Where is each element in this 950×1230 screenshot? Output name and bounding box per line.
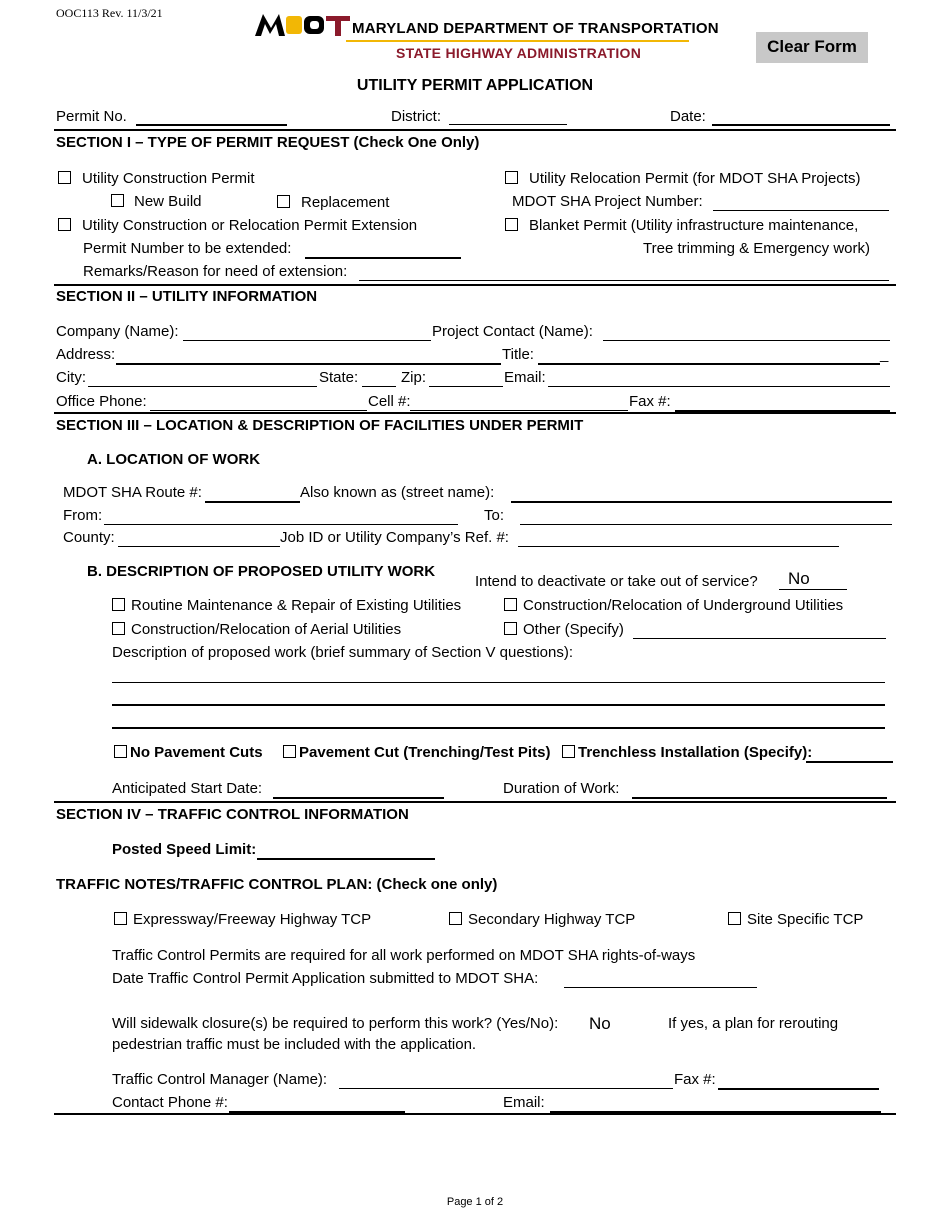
deactivate-label: Intend to deactivate or take out of service? xyxy=(475,573,758,590)
traffic-notes-title: TRAFFIC NOTES/TRAFFIC CONTROL PLAN: (Check one only) xyxy=(56,876,498,893)
aerial-option[interactable] xyxy=(112,621,401,638)
start-date-label: Anticipated Start Date: xyxy=(112,780,263,797)
description-title: B. DESCRIPTION OF PROPOSED UTILITY WORK xyxy=(87,563,436,580)
remarks-field[interactable] xyxy=(359,262,889,281)
to-label: To: xyxy=(484,507,505,524)
no-cuts-label: No Pavement Cuts xyxy=(130,744,263,761)
location-of-work-title: A. LOCATION OF WORK xyxy=(87,451,261,468)
project-contact-label: Project Contact (Name): xyxy=(432,323,593,340)
title-label: Title: xyxy=(502,346,534,363)
permit-no-label: Permit No. xyxy=(56,108,127,125)
manager-email-field[interactable] xyxy=(550,1093,881,1113)
checkbox[interactable] xyxy=(114,745,127,758)
trenchless-label: Trenchless Installation (Specify): xyxy=(578,744,813,761)
secondary-label: Secondary Highway TCP xyxy=(468,911,636,928)
cell-label: Cell #: xyxy=(368,393,411,410)
address-label: Address: xyxy=(56,346,116,363)
divider xyxy=(54,284,896,286)
city-label: City: xyxy=(56,369,86,386)
section4-title: SECTION IV – TRAFFIC CONTROL INFORMATION xyxy=(56,806,409,823)
title-trailing-underscore: _ xyxy=(880,346,889,363)
state-field[interactable] xyxy=(362,368,396,387)
email-label: Email: xyxy=(504,369,546,386)
checkbox[interactable] xyxy=(728,912,741,925)
relocation-label: Utility Relocation Permit (for MDOT SHA Projects) xyxy=(529,170,861,187)
description-line-1[interactable] xyxy=(112,682,885,683)
tcp-required-text: Traffic Control Permits are required for all work performed on MDOT SHA rights-of-ways xyxy=(112,947,696,964)
checkbox[interactable] xyxy=(449,912,462,925)
new-build-option[interactable] xyxy=(111,193,202,210)
state-label: State: xyxy=(319,369,359,386)
checkbox[interactable] xyxy=(112,622,125,635)
routine-label: Routine Maintenance & Repair of Existing Utilities xyxy=(131,597,462,614)
job-id-field[interactable] xyxy=(518,528,839,547)
pavement-cut-label: Pavement Cut (Trenching/Test Pits) xyxy=(299,744,551,761)
clear-form-button[interactable]: Clear Form xyxy=(756,32,868,63)
contact-phone-label: Contact Phone #: xyxy=(112,1094,228,1111)
remarks-label: Remarks/Reason for need of extension: xyxy=(83,263,348,280)
speed-limit-field[interactable] xyxy=(257,840,435,860)
description-line-2[interactable] xyxy=(112,704,885,706)
address-field[interactable] xyxy=(116,345,501,365)
blanket-label: Blanket Permit (Utility infrastructure maintenance, xyxy=(529,217,859,234)
divider xyxy=(54,412,896,414)
sidewalk-value[interactable]: No xyxy=(589,1014,611,1033)
checkbox[interactable] xyxy=(505,218,518,231)
manager-field[interactable] xyxy=(339,1070,673,1089)
site-specific-label: Site Specific TCP xyxy=(747,911,864,928)
district-label: District: xyxy=(391,108,441,125)
checkbox[interactable] xyxy=(277,195,290,208)
secondary-option[interactable] xyxy=(449,911,635,928)
description-line-3[interactable] xyxy=(112,727,885,729)
checkbox[interactable] xyxy=(504,598,517,611)
speed-limit-label: Posted Speed Limit: xyxy=(112,841,257,858)
extension-label: Utility Construction or Relocation Permit Extension xyxy=(82,217,418,234)
project-number-field[interactable] xyxy=(713,192,889,211)
rerouting-label: If yes, a plan for rerouting xyxy=(668,1015,839,1032)
new-build-label: New Build xyxy=(134,193,202,210)
other-field[interactable] xyxy=(633,620,886,639)
form-title: UTILITY PERMIT APPLICATION xyxy=(356,77,594,94)
email-field[interactable] xyxy=(548,368,890,387)
trenchless-field[interactable] xyxy=(806,743,893,763)
underground-label: Construction/Relocation of Underground Utilities xyxy=(523,597,844,614)
blanket-label-2: Tree trimming & Emergency work) xyxy=(643,240,870,257)
checkbox[interactable] xyxy=(505,171,518,184)
trenchless-option[interactable] xyxy=(562,744,812,761)
start-date-field[interactable] xyxy=(273,779,444,799)
description-label: Description of proposed work (brief summary of Section V questions): xyxy=(112,644,574,661)
fax-field[interactable] xyxy=(675,392,890,412)
mdot-logo xyxy=(255,12,350,38)
page-number: Page 1 of 2 xyxy=(446,1196,504,1208)
replacement-option[interactable] xyxy=(277,194,389,211)
checkbox[interactable] xyxy=(283,745,296,758)
contact-phone-field[interactable] xyxy=(229,1093,405,1113)
permit-no-field[interactable] xyxy=(136,106,287,126)
zip-field[interactable] xyxy=(429,368,503,387)
zip-label: Zip: xyxy=(401,369,427,386)
form-code: OOC113 Rev. 11/3/21 xyxy=(56,6,163,20)
county-label: County: xyxy=(63,529,115,546)
construction-permit-option[interactable] xyxy=(58,170,255,187)
no-cuts-option[interactable] xyxy=(114,744,263,761)
checkbox[interactable] xyxy=(58,218,71,231)
manager-fax-field[interactable] xyxy=(718,1070,879,1090)
section2-title: SECTION II – UTILITY INFORMATION xyxy=(56,288,318,305)
city-field[interactable] xyxy=(88,368,317,387)
expressway-option[interactable] xyxy=(114,911,371,928)
to-field[interactable] xyxy=(520,506,892,525)
deactivate-value[interactable]: No xyxy=(788,569,810,588)
title-field[interactable] xyxy=(538,345,880,365)
aerial-label: Construction/Relocation of Aerial Utilities xyxy=(131,621,402,638)
section1-title: SECTION I – TYPE OF PERMIT REQUEST (Check One Only) xyxy=(56,134,480,151)
construction-permit-label: Utility Construction Permit xyxy=(82,170,255,187)
route-label: MDOT SHA Route #: xyxy=(63,484,202,501)
duration-field[interactable] xyxy=(632,779,887,799)
fax-label: Fax #: xyxy=(629,393,671,410)
date-field[interactable] xyxy=(712,106,890,126)
district-field[interactable] xyxy=(449,106,567,125)
county-field[interactable] xyxy=(118,528,280,547)
tcp-submitted-label: Date Traffic Control Permit Application submitted to MDOT SHA: xyxy=(112,970,539,987)
mdot-logo-icon xyxy=(255,12,350,38)
checkbox[interactable] xyxy=(504,622,517,635)
job-id-label: Job ID or Utility Company’s Ref. #: xyxy=(280,529,509,546)
manager-label: Traffic Control Manager (Name): xyxy=(112,1071,328,1088)
relocation-option[interactable] xyxy=(505,170,860,187)
routine-option[interactable] xyxy=(112,597,461,614)
project-contact-field[interactable] xyxy=(603,322,890,341)
permit-to-extend-label: Permit Number to be extended: xyxy=(83,240,292,257)
permit-to-extend-field[interactable] xyxy=(305,239,461,259)
checkbox[interactable] xyxy=(114,912,127,925)
pedestrian-label: pedestrian traffic must be included with the application. xyxy=(112,1036,477,1053)
route-field[interactable] xyxy=(205,483,300,503)
aka-label: Also known as (street name): xyxy=(300,484,495,501)
expressway-label: Expressway/Freeway Highway TCP xyxy=(133,911,372,928)
blanket-option[interactable] xyxy=(505,217,858,234)
agency-name: MARYLAND DEPARTMENT OF TRANSPORTATION xyxy=(352,20,719,37)
checkbox[interactable] xyxy=(58,171,71,184)
checkbox[interactable] xyxy=(111,194,124,207)
from-label: From: xyxy=(63,507,103,524)
from-field[interactable] xyxy=(104,506,458,525)
underground-option[interactable] xyxy=(504,597,843,614)
date-label: Date: xyxy=(670,108,706,125)
site-specific-option[interactable] xyxy=(728,911,863,928)
office-phone-label: Office Phone: xyxy=(56,393,147,410)
pavement-cut-option[interactable] xyxy=(283,744,550,761)
aka-field[interactable] xyxy=(511,483,892,503)
extension-option[interactable] xyxy=(58,217,417,234)
sidewalk-label: Will sidewalk closure(s) be required to perform this work? (Yes/No): xyxy=(112,1015,559,1032)
manager-email-label: Email: xyxy=(503,1094,545,1111)
divider xyxy=(54,801,896,803)
manager-fax-label: Fax #: xyxy=(674,1071,716,1088)
cell-field[interactable] xyxy=(410,392,628,411)
divider xyxy=(54,129,896,131)
checkbox[interactable] xyxy=(562,745,575,758)
other-option[interactable] xyxy=(504,621,624,638)
duration-label: Duration of Work: xyxy=(503,780,620,797)
project-number-label: MDOT SHA Project Number: xyxy=(512,193,703,210)
office-phone-field[interactable] xyxy=(150,392,367,411)
division-name: STATE HIGHWAY ADMINISTRATION xyxy=(396,45,642,61)
other-label: Other (Specify) xyxy=(523,621,624,638)
tcp-submitted-field[interactable] xyxy=(564,969,757,988)
replacement-label: Replacement xyxy=(301,194,390,211)
company-label: Company (Name): xyxy=(56,323,179,340)
divider xyxy=(54,1113,896,1115)
company-field[interactable] xyxy=(183,322,431,341)
section3-title: SECTION III – LOCATION & DESCRIPTION OF FACILITIES UNDER PERMIT xyxy=(56,417,584,434)
checkbox[interactable] xyxy=(112,598,125,611)
logo-rule xyxy=(346,40,689,42)
